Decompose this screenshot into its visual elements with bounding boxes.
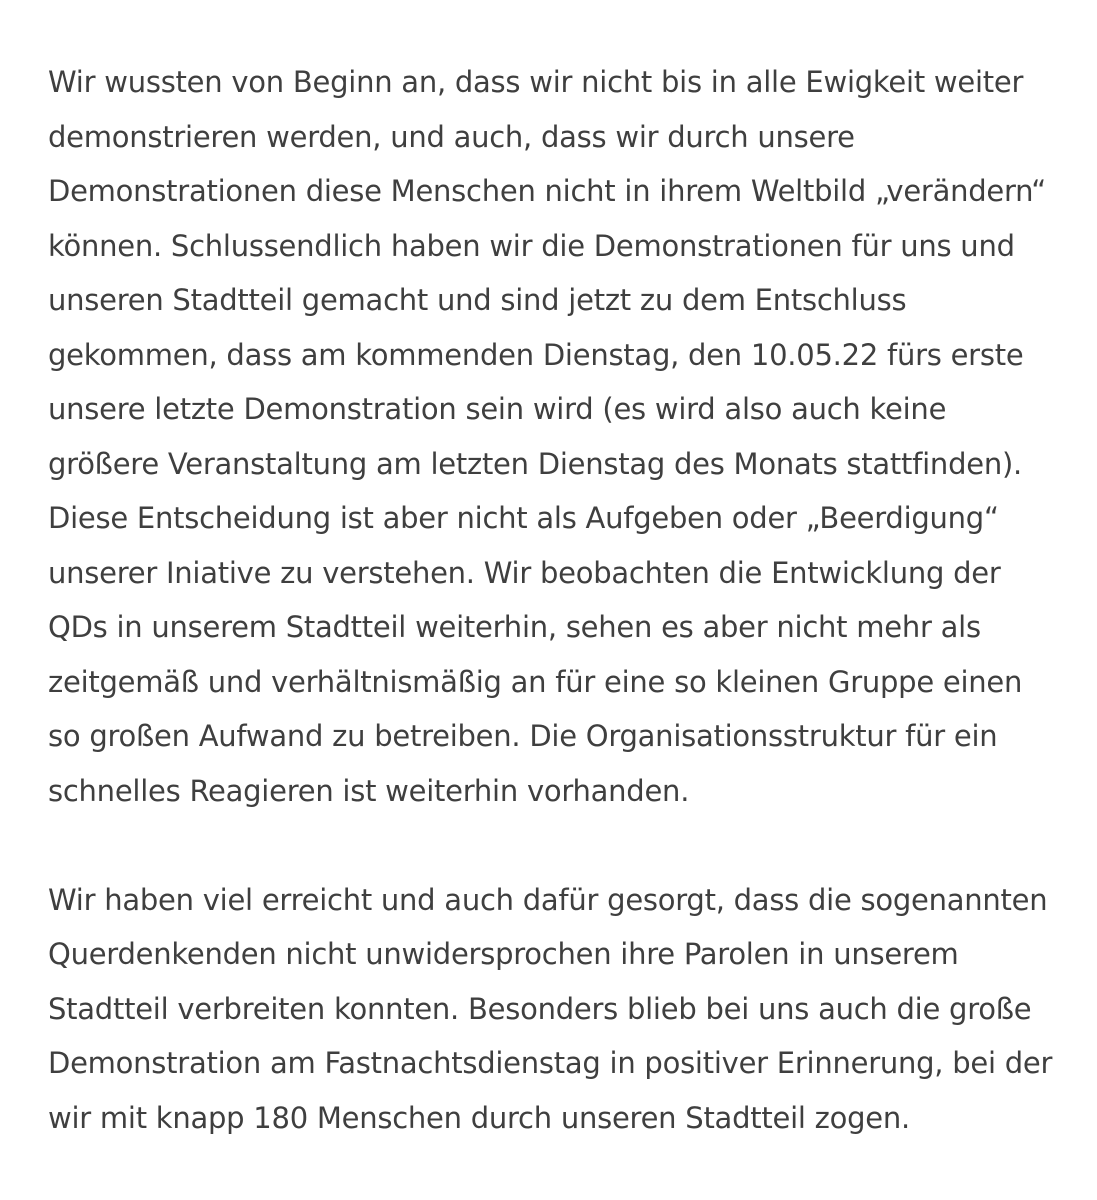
paragraph-2: [48, 873, 1078, 1146]
text-line: QDs in unserem Stadtteil weiterhin, sehen es aber nicht mehr als: [48, 610, 981, 644]
text-line: Wir wussten von Beginn an, dass wir nicht bis in alle Ewigkeit weiter: [48, 65, 1024, 99]
text-line: unsere letzte Demonstration sein wird (es wird also auch keine: [48, 392, 947, 426]
paragraph-gap: [48, 818, 1078, 873]
text-line: Wir haben viel erreicht und auch dafür gesorgt, dass die sogenannten: [48, 882, 1048, 917]
text-line: demonstrieren werden, und auch, dass wir durch unsere: [48, 119, 855, 154]
text-line: wir mit knapp 180 Menschen durch unseren Stadtteil zogen.: [48, 1100, 910, 1135]
text-line: unseren Stadtteil gemacht und sind jetzt zu dem Entschluss: [48, 283, 907, 317]
text-line: gekommen, dass am kommenden Dienstag, den 10.05.22 fürs erste: [48, 337, 1024, 372]
text-line: können. Schlussendlich haben wir die Demonstrationen für uns und: [48, 228, 1015, 263]
text-line: zeitgemäß und verhältnismäßig an für eine so kleinen Gruppe einen: [48, 664, 1023, 699]
text-line: Demonstration am Fastnachtsdienstag in positiver Erinnerung, bei der: [48, 1046, 1053, 1080]
text-line: Querdenkenden nicht unwidersprochen ihre Parolen in unserem: [48, 937, 959, 971]
text-line: Diese Entscheidung ist aber nicht als Aufgeben oder „Beerdigung“: [48, 501, 999, 535]
paragraph-1: [48, 55, 1078, 818]
text-line: Demonstrationen diese Menschen nicht in ihrem Weltbild „verändern“: [48, 174, 1046, 208]
text-line: so großen Aufwand zu betreiben. Die Organisationsstruktur für ein: [48, 719, 998, 753]
article-body: [48, 55, 1078, 1145]
text-line: größere Veranstaltung am letzten Dienstag des Monats stattfinden).: [48, 446, 1022, 481]
text-line: schnelles Reagieren ist weiterhin vorhanden.: [48, 773, 690, 808]
text-line: unserer Iniative zu verstehen. Wir beobachten die Entwicklung der: [48, 555, 1001, 590]
text-line: Stadtteil verbreiten konnten. Besonders blieb bei uns auch die große: [48, 991, 1032, 1026]
